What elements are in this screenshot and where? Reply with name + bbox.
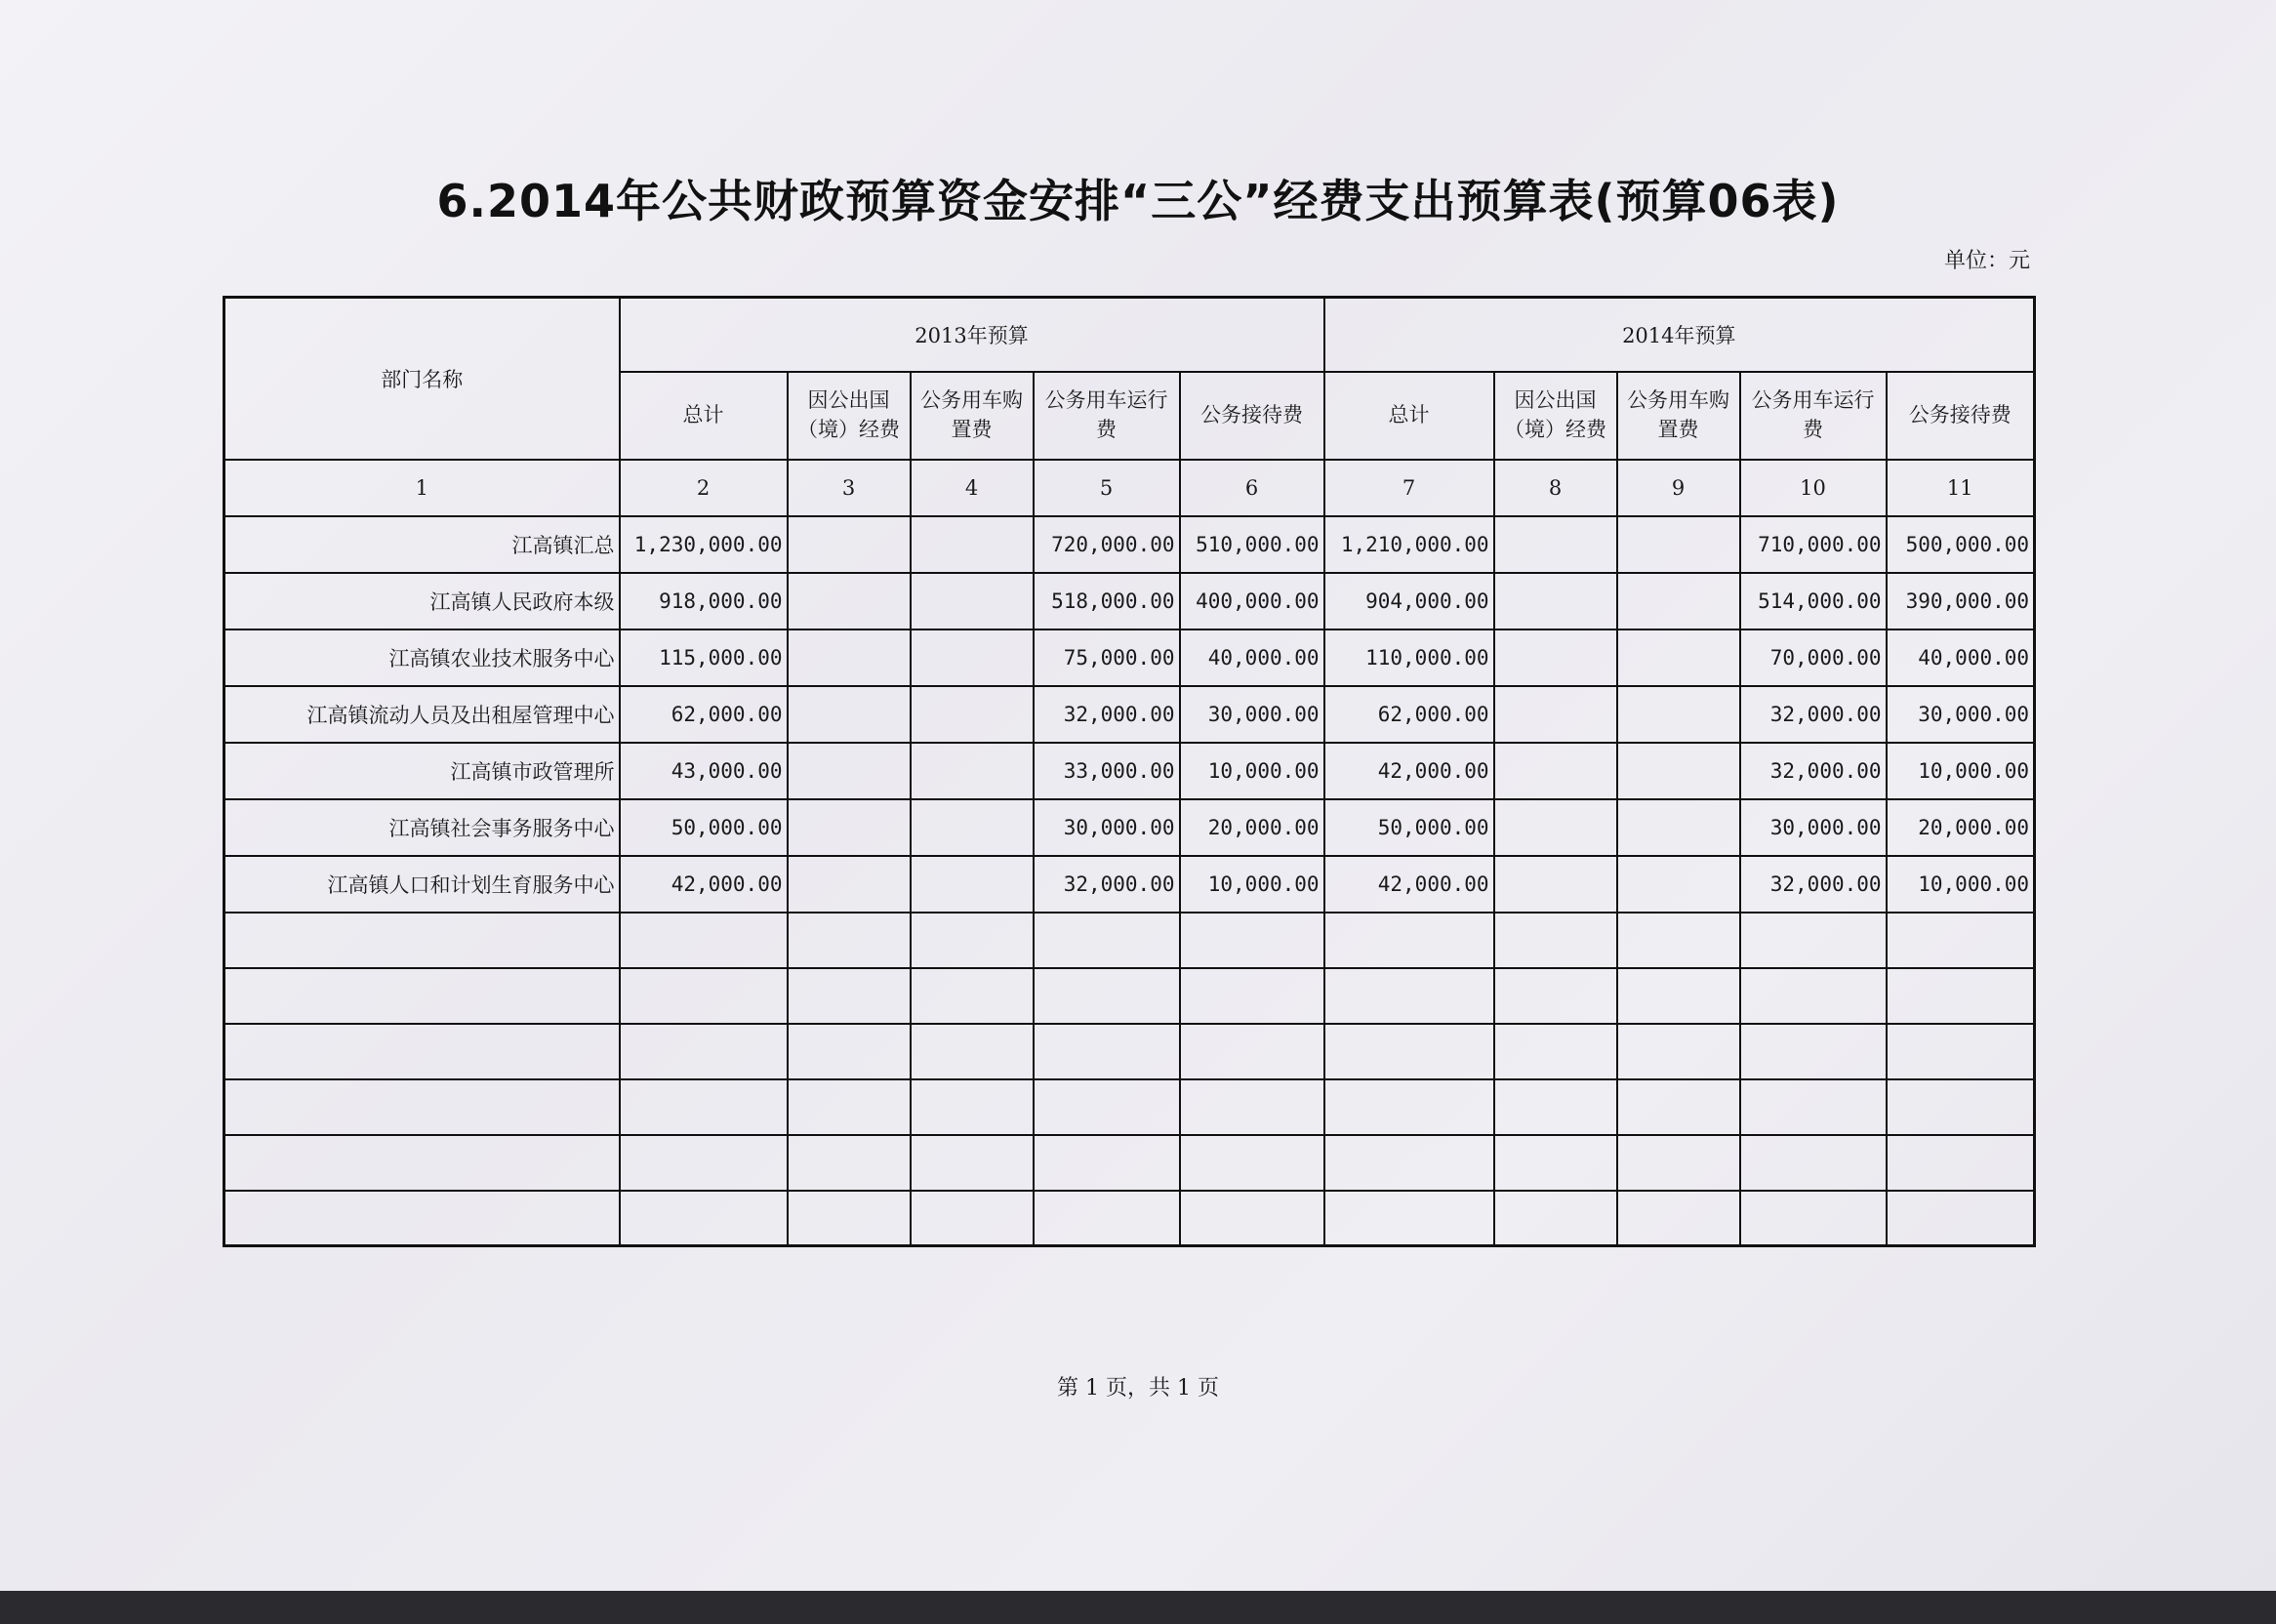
amount-cell-c10: 32,000.00 <box>1740 856 1887 913</box>
empty-cell <box>1617 1079 1740 1135</box>
dept-name-cell: 江高镇流动人员及出租屋管理中心 <box>224 686 620 743</box>
amount-cell-c11: 30,000.00 <box>1887 686 2035 743</box>
empty-cell <box>1324 968 1494 1024</box>
table-row <box>224 799 2035 856</box>
amount-cell-c6: 20,000.00 <box>1180 799 1324 856</box>
empty-row <box>224 1079 2035 1135</box>
dept-name-cell: 江高镇人口和计划生育服务中心 <box>224 856 620 913</box>
empty-cell <box>1034 1079 1180 1135</box>
empty-cell <box>1887 1135 2035 1191</box>
amount-cell-c11: 10,000.00 <box>1887 856 2035 913</box>
amount-cell-c2: 42,000.00 <box>620 856 788 913</box>
empty-cell <box>1740 1135 1887 1191</box>
amount-cell-c8 <box>1494 516 1617 573</box>
header-group-2013: 2013年预算 <box>620 298 1324 372</box>
amount-cell-c3 <box>788 743 911 799</box>
empty-cell <box>788 1024 911 1079</box>
header-2013-overseas: 因公出国（境）经费 <box>788 372 911 460</box>
amount-cell-c5: 75,000.00 <box>1034 629 1180 686</box>
header-2014-total: 总计 <box>1324 372 1494 460</box>
amount-cell-c5: 32,000.00 <box>1034 856 1180 913</box>
index-cell: 10 <box>1740 460 1887 516</box>
empty-cell <box>1494 968 1617 1024</box>
empty-cell <box>1034 1024 1180 1079</box>
amount-cell-c6: 10,000.00 <box>1180 856 1324 913</box>
amount-cell-c9 <box>1617 799 1740 856</box>
empty-cell <box>1034 968 1180 1024</box>
empty-cell <box>1887 968 2035 1024</box>
empty-cell <box>1494 1079 1617 1135</box>
amount-cell-c9 <box>1617 629 1740 686</box>
empty-row <box>224 1191 2035 1246</box>
empty-cell <box>1740 1024 1887 1079</box>
empty-cell <box>1324 1191 1494 1246</box>
amount-cell-c3 <box>788 856 911 913</box>
empty-cell <box>1180 1079 1324 1135</box>
empty-cell <box>911 1135 1034 1191</box>
dept-name-cell: 江高镇农业技术服务中心 <box>224 629 620 686</box>
empty-cell <box>620 1024 788 1079</box>
amount-cell-c5: 720,000.00 <box>1034 516 1180 573</box>
amount-cell-c11: 500,000.00 <box>1887 516 2035 573</box>
index-cell: 6 <box>1180 460 1324 516</box>
header-2013-car-purchase: 公务用车购置费 <box>911 372 1034 460</box>
index-cell: 4 <box>911 460 1034 516</box>
empty-cell <box>1617 1191 1740 1246</box>
empty-cell <box>1494 1135 1617 1191</box>
dept-name-cell: 江高镇汇总 <box>224 516 620 573</box>
empty-cell <box>620 1191 788 1246</box>
header-dept-name: 部门名称 <box>224 298 620 460</box>
dept-name-cell: 江高镇市政管理所 <box>224 743 620 799</box>
empty-cell <box>1887 1191 2035 1246</box>
empty-cell <box>224 1135 620 1191</box>
amount-cell-c7: 1,210,000.00 <box>1324 516 1494 573</box>
amount-cell-c10: 514,000.00 <box>1740 573 1887 629</box>
page-footer: 第 1 页，共 1 页 <box>1057 1376 1219 1401</box>
table-row <box>224 573 2035 629</box>
empty-cell <box>1180 1024 1324 1079</box>
index-cell: 9 <box>1617 460 1740 516</box>
amount-cell-c3 <box>788 686 911 743</box>
amount-cell-c9 <box>1617 516 1740 573</box>
amount-cell-c9 <box>1617 686 1740 743</box>
empty-cell <box>1617 968 1740 1024</box>
amount-cell-c4 <box>911 856 1034 913</box>
empty-cell <box>1887 1079 2035 1135</box>
table-row <box>224 743 2035 799</box>
empty-cell <box>788 968 911 1024</box>
table-row <box>224 856 2035 913</box>
amount-cell-c8 <box>1494 629 1617 686</box>
amount-cell-c9 <box>1617 743 1740 799</box>
empty-cell <box>1324 913 1494 968</box>
amount-cell-c8 <box>1494 856 1617 913</box>
empty-cell <box>620 1135 788 1191</box>
empty-cell <box>1740 1191 1887 1246</box>
header-2014-reception: 公务接待费 <box>1887 372 2035 460</box>
empty-cell <box>1740 913 1887 968</box>
empty-cell <box>911 1079 1034 1135</box>
header-2014-car-operation: 公务用车运行费 <box>1740 372 1887 460</box>
amount-cell-c6: 10,000.00 <box>1180 743 1324 799</box>
amount-cell-c11: 40,000.00 <box>1887 629 2035 686</box>
table-row <box>224 516 2035 573</box>
empty-cell <box>620 913 788 968</box>
empty-cell <box>224 968 620 1024</box>
amount-cell-c3 <box>788 573 911 629</box>
header-group-2014: 2014年预算 <box>1324 298 2035 372</box>
amount-cell-c10: 32,000.00 <box>1740 686 1887 743</box>
amount-cell-c5: 518,000.00 <box>1034 573 1180 629</box>
amount-cell-c7: 904,000.00 <box>1324 573 1494 629</box>
amount-cell-c2: 115,000.00 <box>620 629 788 686</box>
amount-cell-c5: 33,000.00 <box>1034 743 1180 799</box>
empty-cell <box>911 1024 1034 1079</box>
empty-cell <box>620 968 788 1024</box>
empty-cell <box>224 913 620 968</box>
amount-cell-c11: 10,000.00 <box>1887 743 2035 799</box>
amount-cell-c3 <box>788 799 911 856</box>
amount-cell-c2: 50,000.00 <box>620 799 788 856</box>
empty-cell <box>1740 1079 1887 1135</box>
empty-cell <box>224 1024 620 1079</box>
empty-cell <box>620 1079 788 1135</box>
empty-cell <box>1180 1135 1324 1191</box>
empty-cell <box>911 968 1034 1024</box>
amount-cell-c8 <box>1494 743 1617 799</box>
empty-cell <box>224 1079 620 1135</box>
index-cell: 11 <box>1887 460 2035 516</box>
amount-cell-c10: 32,000.00 <box>1740 743 1887 799</box>
amount-cell-c5: 32,000.00 <box>1034 686 1180 743</box>
amount-cell-c11: 20,000.00 <box>1887 799 2035 856</box>
empty-cell <box>1617 1135 1740 1191</box>
empty-cell <box>788 1191 911 1246</box>
empty-cell <box>1324 1135 1494 1191</box>
empty-cell <box>1887 1024 2035 1079</box>
amount-cell-c6: 30,000.00 <box>1180 686 1324 743</box>
empty-cell <box>1034 1191 1180 1246</box>
index-cell: 8 <box>1494 460 1617 516</box>
amount-cell-c7: 50,000.00 <box>1324 799 1494 856</box>
amount-cell-c8 <box>1494 573 1617 629</box>
index-cell: 5 <box>1034 460 1180 516</box>
empty-cell <box>1180 968 1324 1024</box>
amount-cell-c2: 1,230,000.00 <box>620 516 788 573</box>
amount-cell-c6: 400,000.00 <box>1180 573 1324 629</box>
empty-cell <box>1494 1024 1617 1079</box>
empty-cell <box>788 913 911 968</box>
header-2014-overseas: 因公出国（境）经费 <box>1494 372 1617 460</box>
amount-cell-c10: 70,000.00 <box>1740 629 1887 686</box>
amount-cell-c6: 510,000.00 <box>1180 516 1324 573</box>
empty-row <box>224 913 2035 968</box>
dept-name-cell: 江高镇社会事务服务中心 <box>224 799 620 856</box>
empty-cell <box>1617 913 1740 968</box>
header-2013-reception: 公务接待费 <box>1180 372 1324 460</box>
index-row <box>224 460 2035 516</box>
dept-name-cell: 江高镇人民政府本级 <box>224 573 620 629</box>
empty-row <box>224 968 2035 1024</box>
amount-cell-c8 <box>1494 686 1617 743</box>
amount-cell-c4 <box>911 629 1034 686</box>
amount-cell-c7: 110,000.00 <box>1324 629 1494 686</box>
amount-cell-c9 <box>1617 573 1740 629</box>
empty-cell <box>1180 913 1324 968</box>
empty-row <box>224 1024 2035 1079</box>
index-cell: 2 <box>620 460 788 516</box>
empty-cell <box>1617 1024 1740 1079</box>
empty-cell <box>1494 1191 1617 1246</box>
header-2014-car-purchase: 公务用车购置费 <box>1617 372 1740 460</box>
table-row <box>224 629 2035 686</box>
empty-cell <box>1034 1135 1180 1191</box>
amount-cell-c3 <box>788 629 911 686</box>
amount-cell-c11: 390,000.00 <box>1887 573 2035 629</box>
amount-cell-c2: 43,000.00 <box>620 743 788 799</box>
index-cell: 1 <box>224 460 620 516</box>
index-cell: 3 <box>788 460 911 516</box>
amount-cell-c4 <box>911 573 1034 629</box>
header-2013-total: 总计 <box>620 372 788 460</box>
amount-cell-c3 <box>788 516 911 573</box>
amount-cell-c2: 62,000.00 <box>620 686 788 743</box>
amount-cell-c4 <box>911 686 1034 743</box>
unit-label: 单位：元 <box>1943 249 2030 273</box>
empty-cell <box>224 1191 620 1246</box>
empty-cell <box>1324 1024 1494 1079</box>
header-2013-car-operation: 公务用车运行费 <box>1034 372 1180 460</box>
empty-cell <box>1324 1079 1494 1135</box>
amount-cell-c5: 30,000.00 <box>1034 799 1180 856</box>
budget-table <box>223 296 2036 1247</box>
amount-cell-c4 <box>911 516 1034 573</box>
empty-cell <box>1887 913 2035 968</box>
empty-cell <box>788 1079 911 1135</box>
empty-cell <box>911 913 1034 968</box>
empty-cell <box>1034 913 1180 968</box>
amount-cell-c8 <box>1494 799 1617 856</box>
empty-cell <box>1740 968 1887 1024</box>
empty-row <box>224 1135 2035 1191</box>
amount-cell-c4 <box>911 743 1034 799</box>
amount-cell-c2: 918,000.00 <box>620 573 788 629</box>
scanner-edge <box>0 1591 2276 1624</box>
index-cell: 7 <box>1324 460 1494 516</box>
empty-cell <box>911 1191 1034 1246</box>
amount-cell-c10: 30,000.00 <box>1740 799 1887 856</box>
amount-cell-c10: 710,000.00 <box>1740 516 1887 573</box>
amount-cell-c7: 42,000.00 <box>1324 856 1494 913</box>
empty-cell <box>788 1135 911 1191</box>
empty-cell <box>1180 1191 1324 1246</box>
amount-cell-c9 <box>1617 856 1740 913</box>
amount-cell-c7: 62,000.00 <box>1324 686 1494 743</box>
amount-cell-c4 <box>911 799 1034 856</box>
amount-cell-c6: 40,000.00 <box>1180 629 1324 686</box>
table-row <box>224 686 2035 743</box>
empty-cell <box>1494 913 1617 968</box>
page-title: 6.2014年公共财政预算资金安排“三公”经费支出预算表(预算06表) <box>436 175 1840 227</box>
amount-cell-c7: 42,000.00 <box>1324 743 1494 799</box>
